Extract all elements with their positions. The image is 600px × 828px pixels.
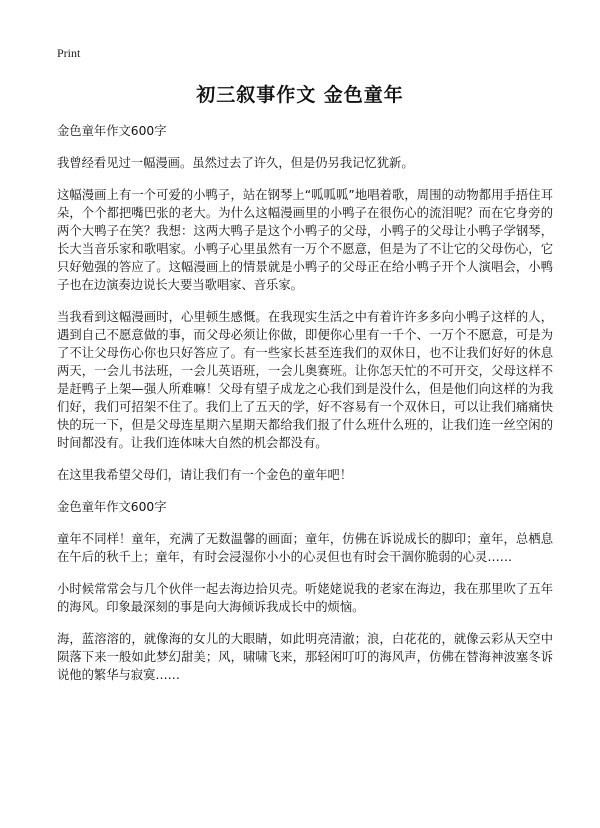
essay-paragraph: 小时候常常会与几个伙伴一起去海边拾贝壳。听姥姥说我的老家在海边，我在那里吹了五年的海风。印象最深刻的事是向大海倾诉我成长中的烦恼。: [57, 582, 553, 614]
essay-paragraph: 海，蓝溶溶的，就像海的女儿的大眼睛，如此明亮清澈；浪，白花花的，就像云彩从天空中陨落下来一般如此梦幻甜美；风，啸啸飞来，那轻闲叮叮的海风声，仿佛在替海神波塞冬诉说他的繁华与寂寞……: [57, 632, 553, 682]
article-body: [57, 122, 553, 698]
essay-paragraph: 这幅漫画上有一个可爱的小鸭子，站在钢琴上“呱呱呱”地唱着歌，周围的动物都用手捂住耳朵，个个都把嘴巴张的老大。为什么这幅漫画里的小鸭子在很伤心的流泪呢？而在它身旁的两个大鸭子在笑？我想：这两大鸭子是这个小鸭子的父母，小鸭子的父母让小鸭子学钢琴，长大当音乐家和歌唱家。小鸭子心里虽然有一万个不愿意，但是为了不让它的父母伤心，它只好勉强的答应了。这幅漫画上的情景就是小鸭子的父母正在给小鸭子开个人演唱会，小鸭子也在边演奏边说长大要当歌唱家、音乐家。: [57, 188, 553, 292]
essay-subtitle: 金色童年作文600字: [57, 124, 167, 138]
essay-paragraph: 童年不同样！童年，充满了无数温馨的画面；童年，仿佛在诉说成长的脚印；童年，总栖息在午后的秋千上；童年，有时会浸湿你小小的心灵但也有时会干涸你脆弱的心灵……: [57, 532, 553, 564]
essay-paragraph: 我曾经看见过一幅漫画。虽然过去了许久，但是仍另我记忆犹新。: [57, 156, 414, 170]
essay-paragraph: 当我看到这幅漫画时，心里顿生感慨。在我现实生活之中有着许许多多向小鸭子这样的人，遇到自己不愿意做的事，而父母必须让你做，即便你心里有一千个、一万个不愿意，可是为了不让父母伤心你也只好答应了。有一些家长甚至连我们的双休日，也不让我们好好的休息两天，一会儿书法班，一会儿英语班，一会儿奥赛班。让你怎天忙的不可开交，父母这样不是赶鸭子上架—强人所难嘛！父母有望子成龙之心我们到是没什么，但是他们向这样的为我们好，我们可招架不住了。我们上了五天的学，好不容易有一个双休日，可以让我们痛痛快快的玩一下，但是父母连星期六星期天都给我们报了什么班什么班的，让我们连一丝空闲的时间都没有。让我们连体味大自然的机会都没有。: [57, 310, 553, 450]
essay-paragraph: 在这里我希望父母们，请让我们有一个金色的童年吧！: [57, 468, 353, 482]
essay-subtitle: 金色童年作文600字: [57, 500, 167, 514]
print-link[interactable]: Print: [57, 46, 81, 60]
page-title: 初三叙事作文 金色童年: [196, 84, 404, 106]
